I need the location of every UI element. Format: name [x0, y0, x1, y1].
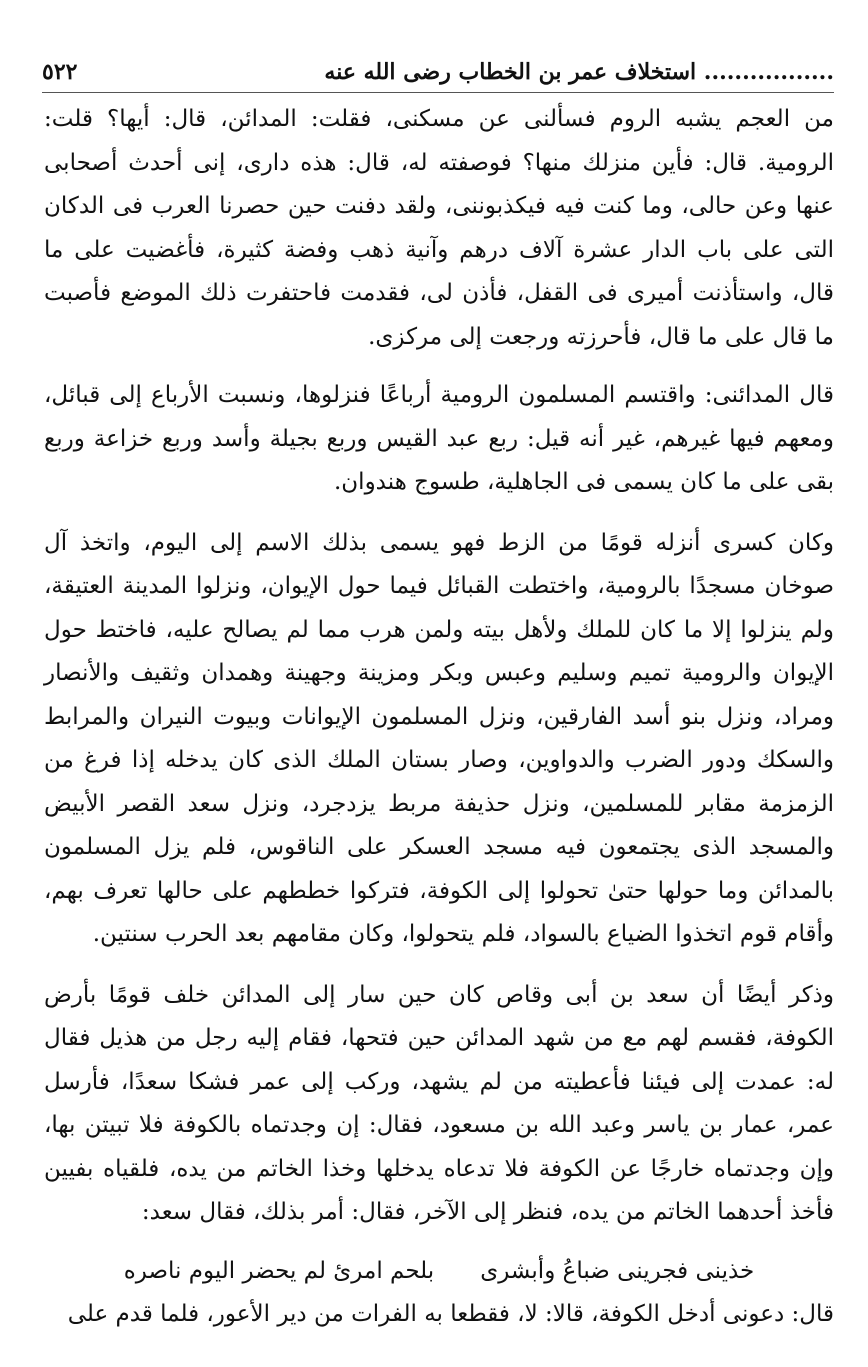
paragraph-2: قال المدائنى: واقتسم المسلمون الرومية أرباعًا فنزلوها، ونسبت الأرباع إلى قبائل، ومعهم فيها غيرهم، غير أنه قيل: ربع عبد القيس وربع بجيلة وأسد وربع خزاعة وربع بقى على ما كان يسمى فى الجاهلية، طسوج هندوان.: [44, 382, 834, 495]
verse-first-hemistich: خذينى فجرينى ضباعُ وأبشرى: [480, 1257, 755, 1284]
paragraph-4: وذكر أيضًا أن سعد بن أبى وقاص كان حين سار إلى المدائن خلف قومًا بأرض الكوفة، فقسم لهم مع من شهد المدائن حين فتحها، فقام إليه رجل من هذيل فقال له: عمدت إلى فيئنا فأعطيته من لم يشهد، وركب إلى عمر فشكا سعدًا، فأرسل عمر، عمار بن ياسر وعبد الله بن مسعود، فقال: إن وجدتماه بالكوفة فلا تبيتن بها، وإن وجدتماه خارجًا عن الكوفة فلا تدعاه يدخلها وخذا الخاتم من يده، فلقياه بفيين فأخذ أحدهما الخاتم من يده، فنظر إلى الآخر، فقال: أمر بذلك، فقال سعد:: [44, 981, 834, 1225]
paragraph-3: وكان كسرى أنزله قومًا من الزط فهو يسمى بذلك الاسم إلى اليوم، واتخذ آل صوخان مسجدًا بالرومية، واختطت القبائل فيما حول الإيوان، ونزلوا المدينة العتيقة، ولم ينزلوا إلا ما كان للملك ولأهل بيته ولمن هرب مما لم يصالح عليه، فاختط حول الإيوان والرومية تميم وسليم وعبس وبكر ومزينة وجهينة وهمدان وثقيف والأنصار ومراد، ونزل بنو أسد الفارقين، ونزل المسلمون الإيوانات وبيوت النيران والمرابط والسكك ودور الضرب والدواوين، وصار بستان الملك الذى كان يدخله إذا فرغ من الزمزمة مقابر للمسلمين، ونزل حذيفة مربط يزدجرد، ونزل سعد القصر الأبيض والمسجد الذى يجتمعون فيه مسجد العسكر على الناقوس، فلم يزل المسلمون بالمدائن وما حولها حتىٰ تحولوا إلى الكوفة، فتركوا خططهم على حالها تعرف بهم، وأقام قوم اتخذوا الضياع بالسواد، فلم يتحولوا، وكان مقامهم بعد الحرب سنتين.: [44, 529, 834, 947]
closing-line: قال: دعونى أدخل الكوفة، قالا: لا، فقطعا به الفرات من دير الأعور، فلما قدم على: [67, 1301, 834, 1327]
page-number: ٥٢٢: [42, 59, 78, 85]
verse-second-hemistich: بلحم امرئ لم يحضر اليوم ناصره: [123, 1257, 435, 1284]
chapter-title: ................. استخلاف عمر بن الخطاب رضى الله عنه: [324, 59, 834, 85]
poetry-verse: [44, 1250, 834, 1294]
running-header: [42, 52, 834, 93]
paragraph-1: من العجم يشبه الروم فسألنى عن مسكنى، فقلت: المدائن، قال: أيها؟ قلت: الرومية. قال: فأين منزلك منها؟ فوصفته له، قال: هذه دارى، إنى أحدث أصحابى عنها وعن حالى، وما كنت فيه فيكذبوننى، ولقد دفنت حين حصرنا العرب فى الدكان التى على باب الدار عشرة آلاف درهم وآنية ذهب وفضة كثيرة، فأغضيت على ما قال، واستأذنت أميرى فى القفل، فأذن لى، فقدمت فاحتفرت ذلك الموضع فأصبت ما قال على ما قال، فأحرزته ورجعت إلى مركزى.: [44, 106, 834, 350]
page-body: [44, 98, 834, 1337]
